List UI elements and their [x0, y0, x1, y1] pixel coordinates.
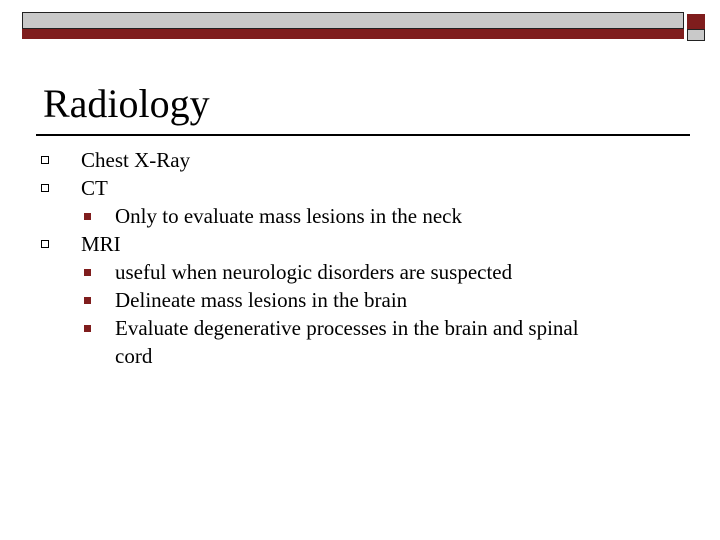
- slide-title: Radiology: [43, 81, 210, 126]
- filled-square-bullet-icon: [84, 297, 91, 304]
- filled-square-bullet-icon: [84, 269, 91, 276]
- bullet-item: [40, 146, 680, 174]
- filled-square-bullet-icon: [84, 325, 91, 332]
- corner-red-square: [687, 14, 705, 29]
- bullet-item: [40, 230, 680, 258]
- sub-bullet-item: [40, 314, 680, 370]
- bullet-text: MRI: [81, 232, 121, 256]
- bullet-text: CT: [81, 176, 108, 200]
- bullet-item: [40, 174, 680, 202]
- sub-bullet-item: [40, 202, 680, 230]
- header-red-stripe: [22, 29, 684, 39]
- hollow-square-bullet-icon: [41, 240, 49, 248]
- sub-bullet-item: [40, 286, 680, 314]
- bullet-list: [40, 146, 680, 370]
- hollow-square-bullet-icon: [41, 184, 49, 192]
- sub-bullet-item: [40, 258, 680, 286]
- title-underline: [36, 134, 690, 136]
- sub-bullet-text: Delineate mass lesions in the brain: [115, 288, 408, 312]
- bullet-text: Chest X-Ray: [81, 148, 191, 172]
- sub-bullet-text: useful when neurologic disorders are suspected: [115, 260, 513, 284]
- hollow-square-bullet-icon: [41, 156, 49, 164]
- corner-gray-square: [687, 29, 705, 41]
- sub-bullet-text: Only to evaluate mass lesions in the neck: [115, 204, 463, 228]
- sub-bullet-text-line1: Evaluate degenerative processes in the brain and spinal: [115, 316, 579, 340]
- filled-square-bullet-icon: [84, 213, 91, 220]
- header-gray-band: [22, 12, 684, 29]
- sub-bullet-text-line2: cord: [115, 344, 153, 368]
